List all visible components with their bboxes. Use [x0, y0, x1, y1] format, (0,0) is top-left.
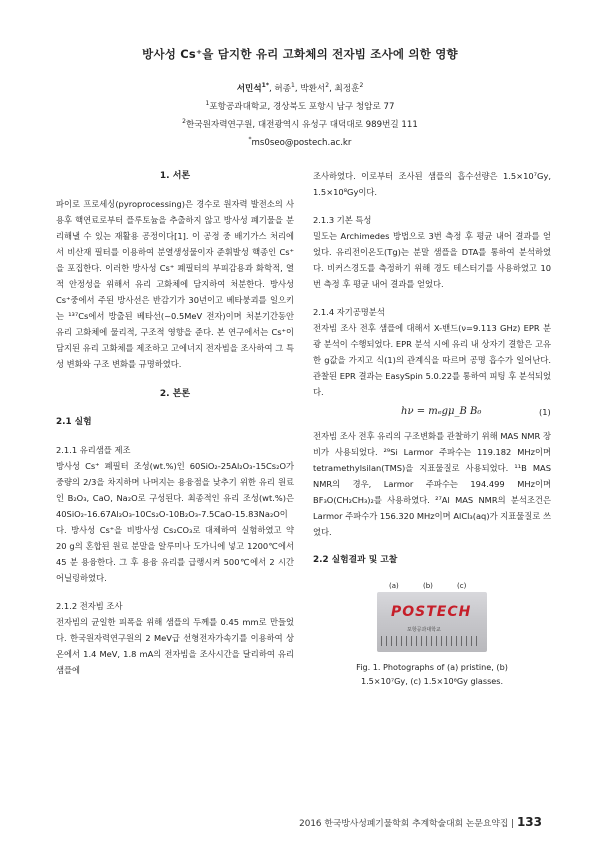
- author-2-mark: 1: [291, 82, 295, 90]
- figure-caption-line-2: 1.5×10⁷Gy, (c) 1.5×10⁸Gy glasses.: [360, 676, 504, 686]
- author-block: [0, 80, 600, 152]
- ruler-image: [381, 636, 481, 646]
- equation-expression: hν = mₑgμ_B B₀: [401, 406, 482, 417]
- figure-caption-line-1: Fig. 1. Photographs of (a) pristine, (b): [356, 662, 508, 672]
- figure-caption: [313, 660, 551, 688]
- heading-experiment: 2.1 실험: [56, 417, 92, 427]
- heading-magnetic-resonance: 2.1.4 자기공명분석: [313, 307, 385, 317]
- author-3: , 박환서: [294, 84, 326, 94]
- email-text: ms0seo@postech.ac.kr: [251, 138, 352, 148]
- heading-electron-beam: 2.1.2 전자빔 조사: [56, 601, 123, 611]
- affiliation-1: [0, 98, 600, 116]
- postech-logo: POSTECH: [391, 604, 472, 620]
- electron-beam-paragraph-cont: 조사하였다. 이로부터 조사된 샘플의 흡수선량은 1.5×10⁷Gy, 1.5×10⁸Gy이다.: [313, 171, 551, 197]
- affiliation-1-text: 포항공과대학교, 경상북도 포항시 남구 청암로 77: [209, 102, 395, 112]
- author-4-mark: 2: [359, 82, 364, 90]
- photo-label-b: (b): [423, 582, 433, 590]
- basic-properties-paragraph: 밀도는 Archimedes 방법으로 3번 측정 후 평균 내어 결과를 얻었다. 유리전이온도(Tg)는 분말 샘플을 DTA를 통하여 분석하였다. 비커스경도를 측정하기 위해 경도 테스터기를 사용하였고 10번 측정 후 평균 내어 결과를 얻었다.: [313, 231, 551, 289]
- affiliation-1-mark: 1: [205, 100, 210, 108]
- author-4: , 최정훈: [329, 84, 360, 94]
- nmr-paragraph: 전자빔 조사 전후 유리의 구조변화를 관찰하기 위해 MAS NMR 장비가 사용되었다. ²⁹Si Larmor 주파수는 119.182 MHz이며 tetramethylsilan(TMS)을 지표물질로 사용되었다. ¹¹B MAS NMR의 경우, Larmor 주파수는 194.499 MHz이며 BF₃O(CH₂CH₃)₂를 사용하였다. ²⁷Al MAS NMR의 분석조건은 Larmor 주파수가 156.320 MHz이며 AlCl₃(aq)가 지표물질로 쓰였다.: [313, 431, 551, 537]
- glass-sample-paragraph: 방사성 Cs⁺ 폐필터 조성(wt.%)인 60SiO₂-25Al₂O₃-15Cs₂O가 중량의 2/3을 차지하며 나머지는 용융점을 낮추기 위한 유리 원료인 B₂O₃, CaO, Na₂O로 구성된다. 최종적인 유리 조성(wt.%)은 40SiO₂-16.67Al₂O₃-10Cs₂O-10B₂O₃-7.5CaO-15.83Na₂O이다. 방사성 Cs⁺을 비방사성 Cs₂CO₃로 대체하여 실험하였고 약 20 g의 혼합된 원료 분말을 알루미나 도가니에 넣고 1200℃에서 45 분 용융한다. 그 후 용융 유리를 급랭시켜 500℃에서 2 시간 어닐링하였다.: [56, 461, 294, 583]
- heading-glass-sample: 2.1.1 유리샘플 제조: [56, 445, 131, 455]
- affiliation-2-text: 한국원자력연구원, 대전광역시 유성구 대덕대로 989번길 111: [185, 120, 418, 130]
- photo-label-c: (c): [457, 582, 467, 590]
- heading-results: 2.2 실험결과 및 고찰: [313, 555, 398, 565]
- right-column: [313, 168, 551, 688]
- author-3-mark: 2: [325, 82, 330, 90]
- left-column: [56, 168, 294, 678]
- magnetic-resonance-paragraph: 전자빔 조사 전후 샘플에 대해서 X-밴드(ν=9.113 GHz) EPR 분광 분석이 수행되었다. EPR 분석 시에 유리 내 상자기 결함은 고유한 g값을 가지고 식(1)의 관계식을 따르며 공명 흡수가 일어난다. 관찰된 EPR 결과는 EasySpin 5.0.22를 통하여 피팅 후 분석되었다.: [313, 323, 551, 397]
- paper-title: 방사성 Cs⁺을 담지한 유리 고화체의 전자빔 조사에 의한 영향: [142, 47, 458, 61]
- photo-label-a: (a): [389, 582, 399, 590]
- affiliation-2-mark: 2: [182, 118, 186, 126]
- equation-number: (1): [539, 407, 551, 417]
- heading-body: 2. 본론: [159, 389, 191, 399]
- electron-beam-paragraph: 전자빔의 균일한 피폭을 위해 샘플의 두께를 0.45 mm로 만들었다. 한국원자력연구원의 2 MeV급 선형전자가속기를 이용하여 상온에서 1.4 MeV, 1.8 mA의 전자빔을 조사시간을 달리하여 유리 샘플에: [56, 617, 294, 675]
- postech-logo-subtext: 포항공과대학교: [407, 627, 441, 633]
- footer-text: 2016 한국방사성폐기물학회 추계학술대회 논문요약집: [299, 819, 509, 829]
- author-1-mark: 1*: [261, 82, 269, 90]
- intro-paragraph: 파이로 프로세싱(pyroprocessing)은 경수로 원자력 발전소의 사용후 핵연료로부터 플루토늄을 추출하지 않고 방사성 폐기물을 분리해낼 수 있는 재활용 공정이다[1]. 이 공정 중 배기가스 처리에서 비산재 필터를 이용하여 분열생성물이자 준휘발성 핵종인 Cs⁺을 포집한다. 이러한 방사성 Cs⁺ 폐필터의 부피감용과 화학적, 열적 안정성을 위해서 유리 고화체에 담지하여 처분한다. 방사성 Cs⁺중에서 주된 방사선은 반감기가 30년이고 베타붕괴를 일으키는 ¹³⁷Cs에서 방출된 베타선(~0.5MeV 전자)이며 처분기간동안 유리 고화체에 물리적, 구조적 영향을 준다. 본 연구에서는 Cs⁺이 담지된 유리 고화체를 제조하고 고에너지 전자빔을 조사하여 그 특성 변화와 구조 변화를 규명하였다.: [56, 199, 294, 369]
- email-mark: *: [248, 136, 252, 144]
- page-footer: [299, 815, 542, 829]
- footer-separator: |: [511, 819, 515, 829]
- heading-basic-properties: 2.1.3 기본 특성: [313, 215, 372, 225]
- email: [0, 134, 600, 152]
- heading-introduction: 1. 서론: [159, 171, 191, 181]
- page-number: 133: [516, 815, 542, 829]
- figure-photo: [377, 578, 487, 656]
- equation-1: [313, 400, 551, 428]
- affiliation-2: [0, 116, 600, 134]
- author-2: , 허종: [268, 84, 292, 94]
- author-names: [0, 80, 600, 98]
- author-1: 서민석: [236, 84, 262, 94]
